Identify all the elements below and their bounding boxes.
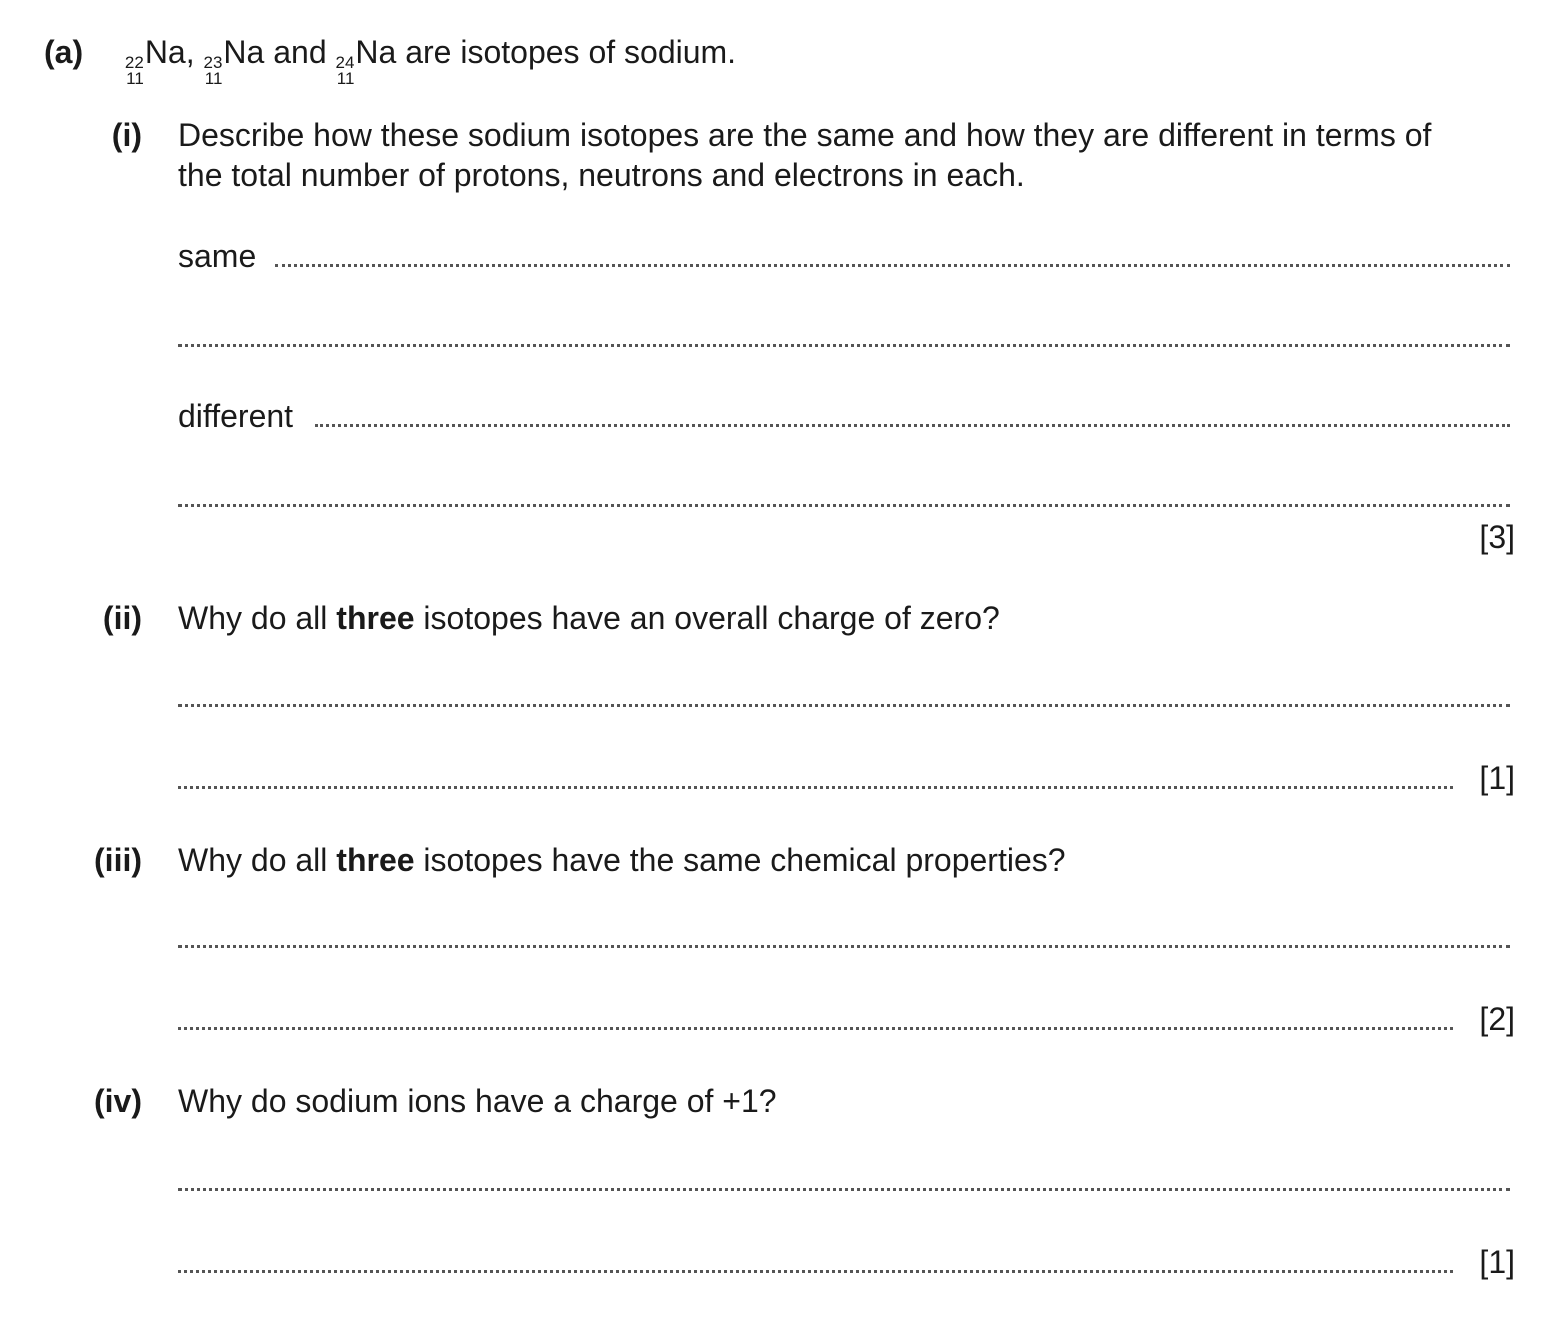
q-i-line2: the total number of protons, neutrons and electrons in each. <box>178 157 1025 193</box>
part-a-statement: are isotopes of sodium. <box>396 34 737 70</box>
q-ii-marks: [1] <box>1479 760 1515 796</box>
q-iii-text: Why do all three isotopes have the same chemical properties? <box>178 842 1066 878</box>
q-iv-label: (iv) <box>94 1083 142 1119</box>
q-ii-text: Why do all three isotopes have an overall charge of zero? <box>178 600 1000 636</box>
answer-line-same-1[interactable] <box>275 264 1510 267</box>
isotope-24-notation: 24 11 <box>335 53 355 88</box>
part-a-row: (a) 22 11 Na, 23 11 Na and 24 11 Na are isotopes of sodium. <box>44 34 737 88</box>
answer-line-iv-1[interactable] <box>178 1188 1510 1191</box>
answer-line-ii-2[interactable] <box>178 786 1453 789</box>
q-iii-label: (iii) <box>94 842 142 878</box>
answer-line-iii-2[interactable] <box>178 1027 1453 1030</box>
q-i-label: (i) <box>111 117 142 153</box>
different-label: different <box>178 398 294 434</box>
answer-line-ii-1[interactable] <box>178 704 1510 707</box>
answer-line-same-2[interactable] <box>178 344 1510 347</box>
q-ii-emphasis: three <box>336 600 415 636</box>
q-iv-text: Why do sodium ions have a charge of +1? <box>178 1083 777 1119</box>
answer-line-different-1[interactable] <box>315 424 1510 427</box>
q-iv-marks: [1] <box>1479 1244 1515 1280</box>
answer-line-iii-1[interactable] <box>178 945 1510 948</box>
isotope-23-notation: 23 11 <box>203 53 223 88</box>
q-i-line1: Describe how these sodium isotopes are the same and how they are different in terms of <box>178 117 1432 153</box>
answer-line-iv-2[interactable] <box>178 1270 1453 1273</box>
q-iii-emphasis: three <box>336 842 415 878</box>
q-ii-label: (ii) <box>102 600 142 636</box>
part-a-label: (a) <box>44 34 84 70</box>
isotope-22-notation: 22 11 <box>124 53 144 88</box>
q-iii-marks: [2] <box>1479 1001 1515 1037</box>
answer-line-different-2[interactable] <box>178 504 1510 507</box>
q-i-marks: [3] <box>1479 519 1515 555</box>
same-label: same <box>178 238 257 274</box>
